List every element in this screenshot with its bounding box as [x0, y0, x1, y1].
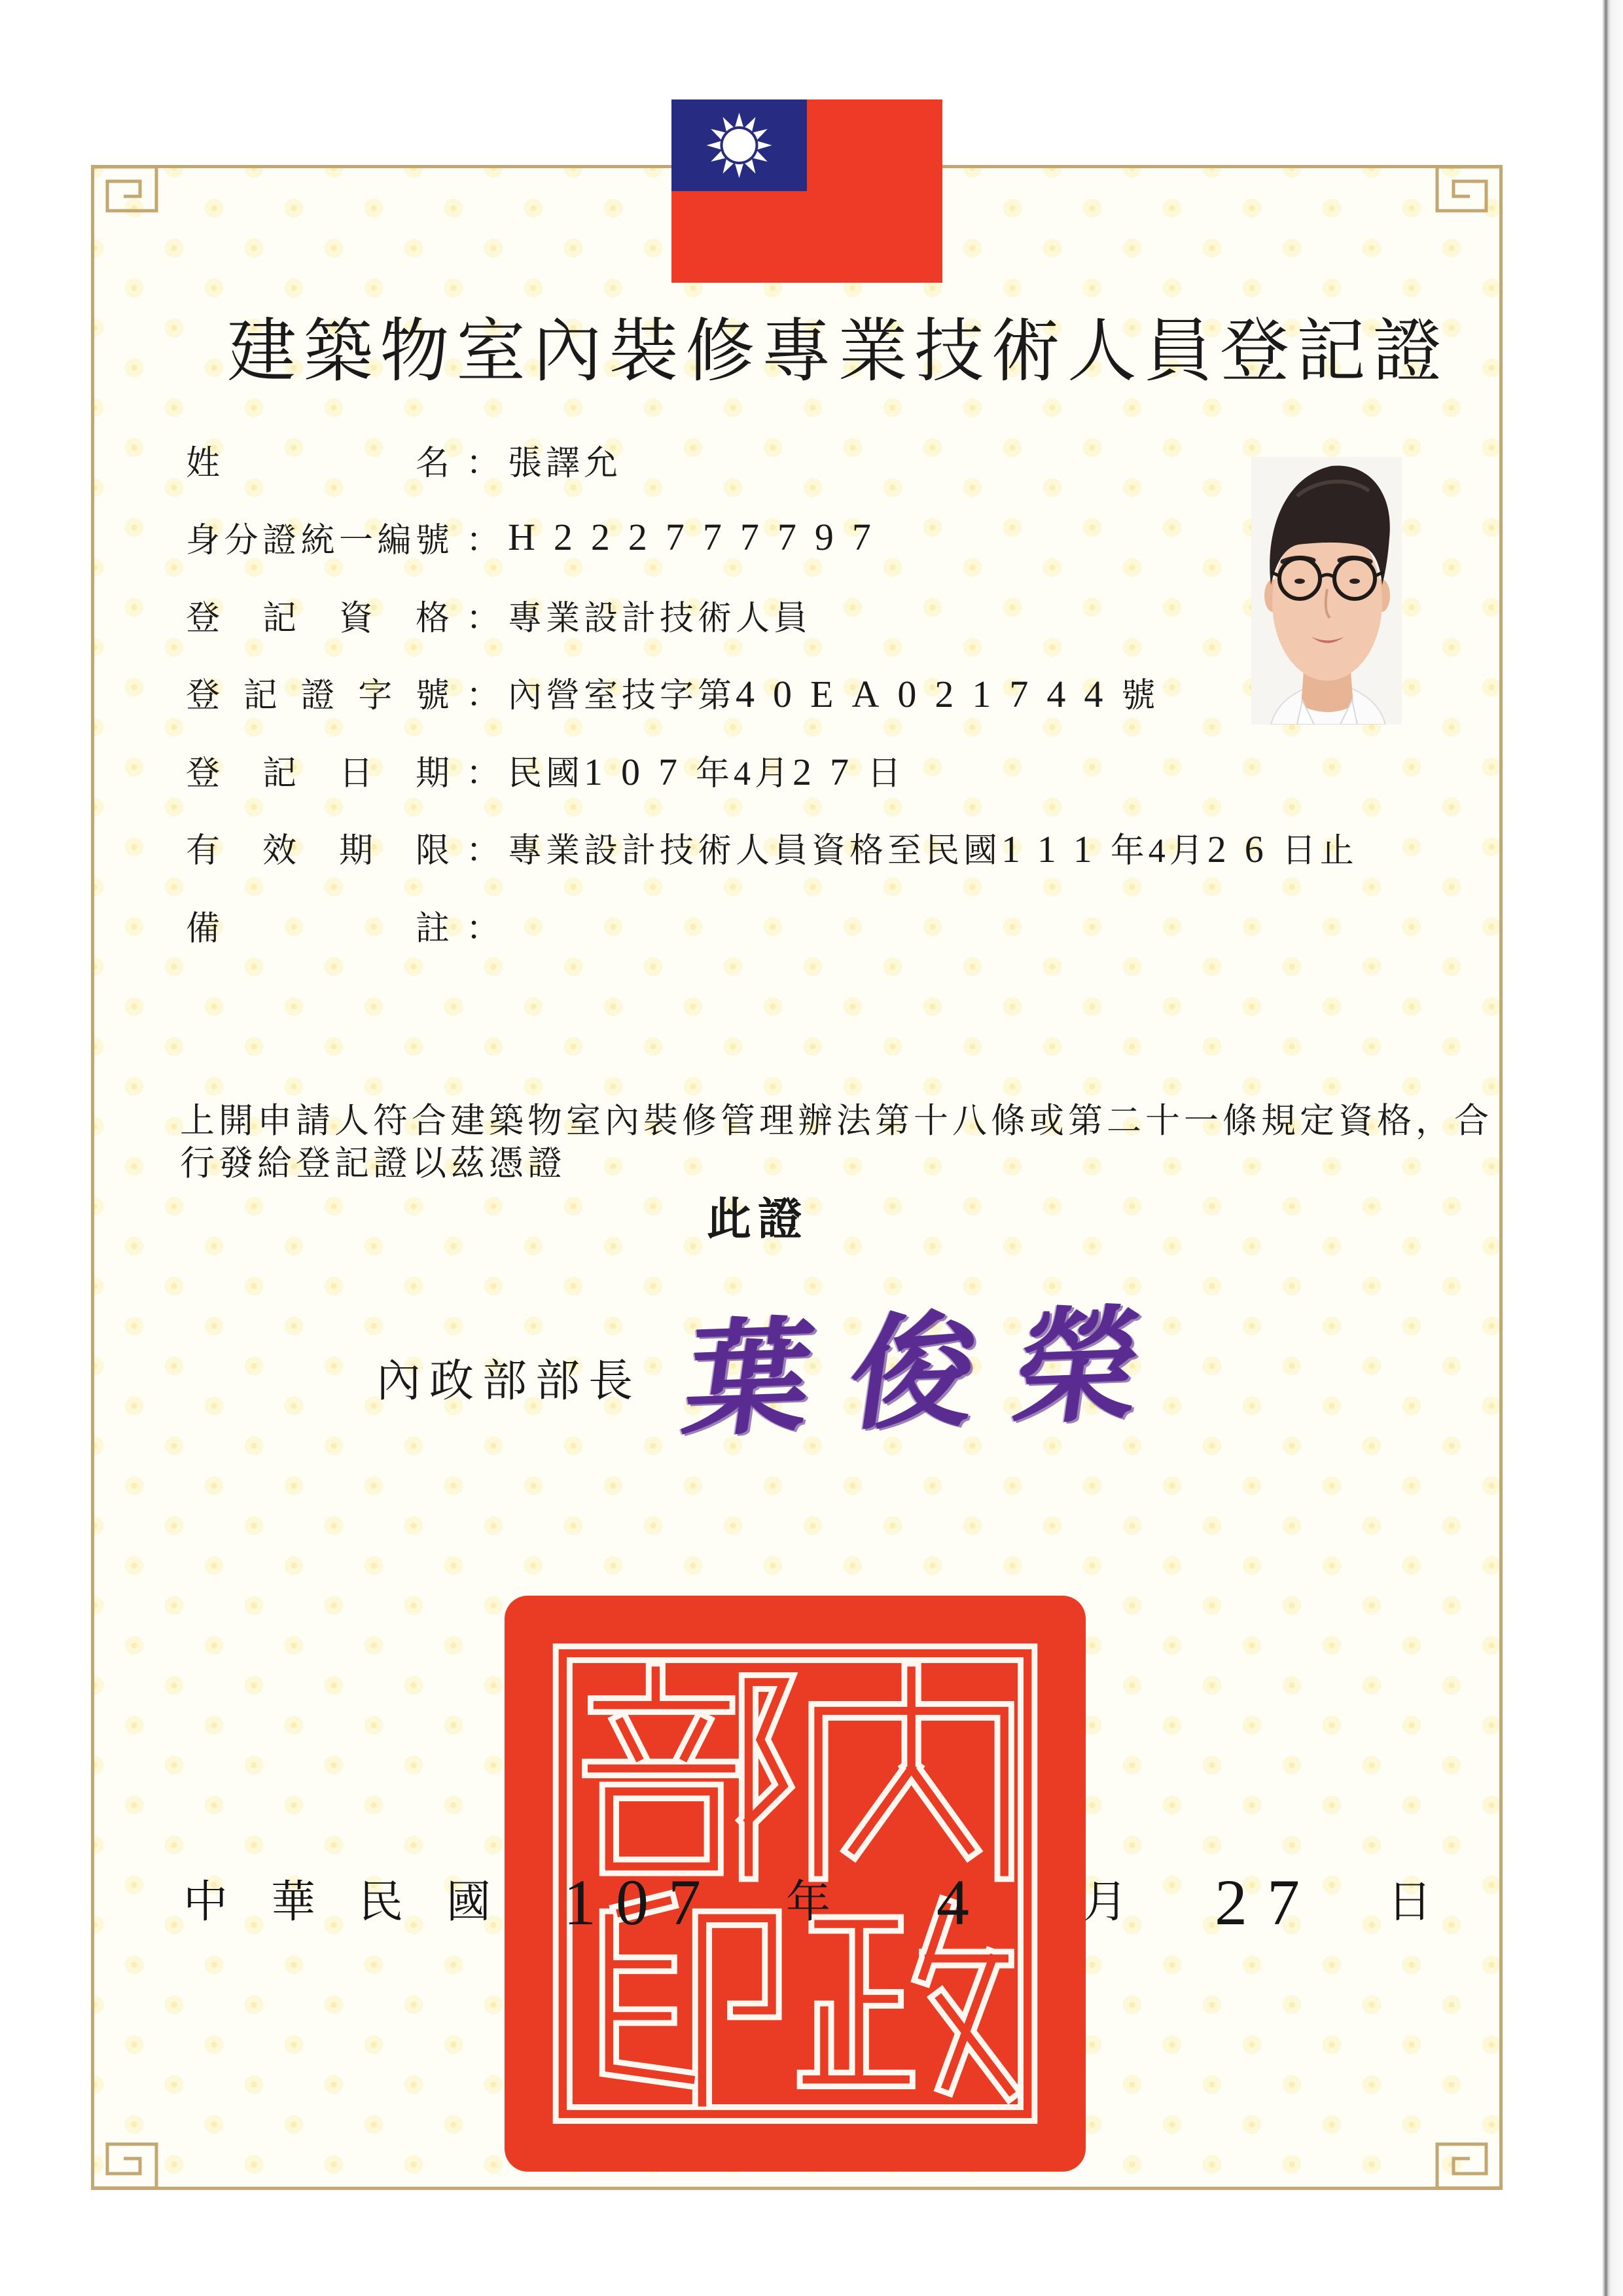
field-label-name	[186, 435, 450, 484]
closing-text: 此證	[707, 1193, 810, 1246]
validity-year: 111	[1001, 828, 1111, 871]
field-colon: ：	[466, 908, 501, 948]
label-char: 日	[338, 753, 373, 793]
registration-date-day: 27	[793, 750, 868, 793]
statement-paragraph	[180, 1100, 1493, 1185]
certificate-no-suffix: 號	[1121, 676, 1160, 716]
minister-title: 內政部部長	[376, 1355, 642, 1407]
label-char: 記	[243, 676, 277, 716]
certificate-title: 建築物室內裝修專業技術人員登記證	[227, 311, 1450, 391]
field-colon: ：	[466, 443, 501, 483]
label-char: 統	[300, 521, 335, 561]
label-char: 登	[186, 676, 221, 716]
field-row-qualification	[186, 576, 1358, 654]
field-colon: ：	[466, 753, 501, 793]
registration-date-day-unit: 日	[867, 753, 906, 793]
label-char: 編	[377, 521, 412, 561]
field-row-registration-date	[186, 731, 1358, 809]
field-row-certificate-no	[186, 654, 1358, 732]
label-char: 限	[415, 831, 450, 871]
corner-ornament-top-left	[91, 165, 163, 237]
field-value-validity	[508, 823, 1358, 872]
field-label-qualification	[186, 590, 450, 639]
label-char: 期	[415, 753, 450, 793]
registration-date-year-unit: 年	[696, 753, 734, 793]
validity-day: 26	[1207, 828, 1282, 871]
label-char: 號	[415, 676, 450, 716]
field-value-name: 張譯允	[508, 443, 622, 483]
field-label-certificate-no	[186, 668, 450, 717]
corner-ornament-bottom-left	[91, 2118, 163, 2190]
field-value-certificate-no	[508, 668, 1159, 717]
label-char: 有	[186, 831, 221, 871]
statement-line: 行發給登記證以茲憑證	[180, 1143, 566, 1183]
label-char: 備	[186, 908, 221, 948]
validity-year-unit: 年	[1110, 831, 1149, 871]
validity-month: 4	[1148, 833, 1169, 870]
field-colon: ：	[466, 676, 501, 716]
label-char: 名	[415, 443, 450, 483]
field-colon: ：	[466, 598, 501, 638]
label-char: 格	[415, 598, 450, 638]
label-char: 號	[415, 521, 450, 561]
label-char: 期	[338, 831, 373, 871]
minister-signature: 葉俊榮	[676, 1289, 1190, 1454]
registration-date-month-unit: 月	[755, 753, 793, 793]
field-list	[186, 421, 1358, 964]
label-char: 分	[224, 521, 259, 561]
label-char: 字	[358, 676, 393, 716]
issue-date-day-unit: 日	[1387, 1876, 1433, 1928]
label-char: 註	[415, 908, 450, 948]
field-row-remarks	[186, 886, 1358, 964]
field-value-id-number: H222777797	[508, 516, 889, 559]
registration-date-month: 4	[734, 755, 755, 793]
field-label-registration-date	[186, 745, 450, 795]
label-char: 登	[186, 753, 221, 793]
field-row-id-number	[186, 499, 1358, 577]
field-label-remarks	[186, 901, 450, 950]
validity-prefix: 專業設計技術人員資格至民國	[508, 831, 1002, 871]
issue-date-month: 4	[936, 1866, 989, 1939]
statement-line: 上開申請人符合建築物室內裝修管理辦法第十八條或第二十一條規定資格，合	[180, 1101, 1493, 1141]
issue-date-era: 中華民國	[183, 1876, 535, 1928]
field-colon: ：	[466, 831, 501, 871]
field-colon: ：	[466, 521, 501, 561]
national-flag	[671, 99, 942, 283]
issue-date-year: 107	[563, 1866, 721, 1939]
field-value-registration-date	[508, 745, 905, 795]
certificate-no-number: 40EA021744	[736, 673, 1122, 716]
certificate-no-prefix: 內營室技字第	[508, 676, 736, 716]
scan-edge	[1602, 0, 1623, 2296]
label-char: 一	[338, 521, 373, 561]
issue-date-month-unit: 月	[1083, 1876, 1128, 1928]
validity-month-unit: 月	[1169, 831, 1207, 871]
label-char: 登	[186, 598, 221, 638]
issue-date-year-unit: 年	[786, 1876, 831, 1928]
label-char: 姓	[186, 443, 221, 483]
issue-date-day: 27	[1215, 1866, 1319, 1939]
label-char: 效	[262, 831, 296, 871]
label-char: 身	[186, 521, 221, 561]
label-char: 記	[262, 753, 296, 793]
corner-ornament-top-right	[1431, 165, 1503, 237]
applicant-photo	[1251, 457, 1402, 725]
field-value-qualification: 專業設計技術人員	[508, 598, 812, 638]
registration-date-year: 107	[584, 750, 696, 793]
label-char: 證	[300, 676, 335, 716]
field-label-validity	[186, 823, 450, 872]
field-row-name	[186, 421, 1358, 499]
label-char: 記	[262, 598, 296, 638]
field-row-validity	[186, 809, 1358, 887]
field-label-id-number	[186, 512, 450, 562]
label-char: 資	[338, 598, 373, 638]
corner-ornament-bottom-right	[1431, 2118, 1503, 2190]
registration-date-prefix: 民國	[508, 753, 584, 793]
validity-day-unit: 日止	[1281, 831, 1358, 871]
label-char: 證	[262, 521, 296, 561]
